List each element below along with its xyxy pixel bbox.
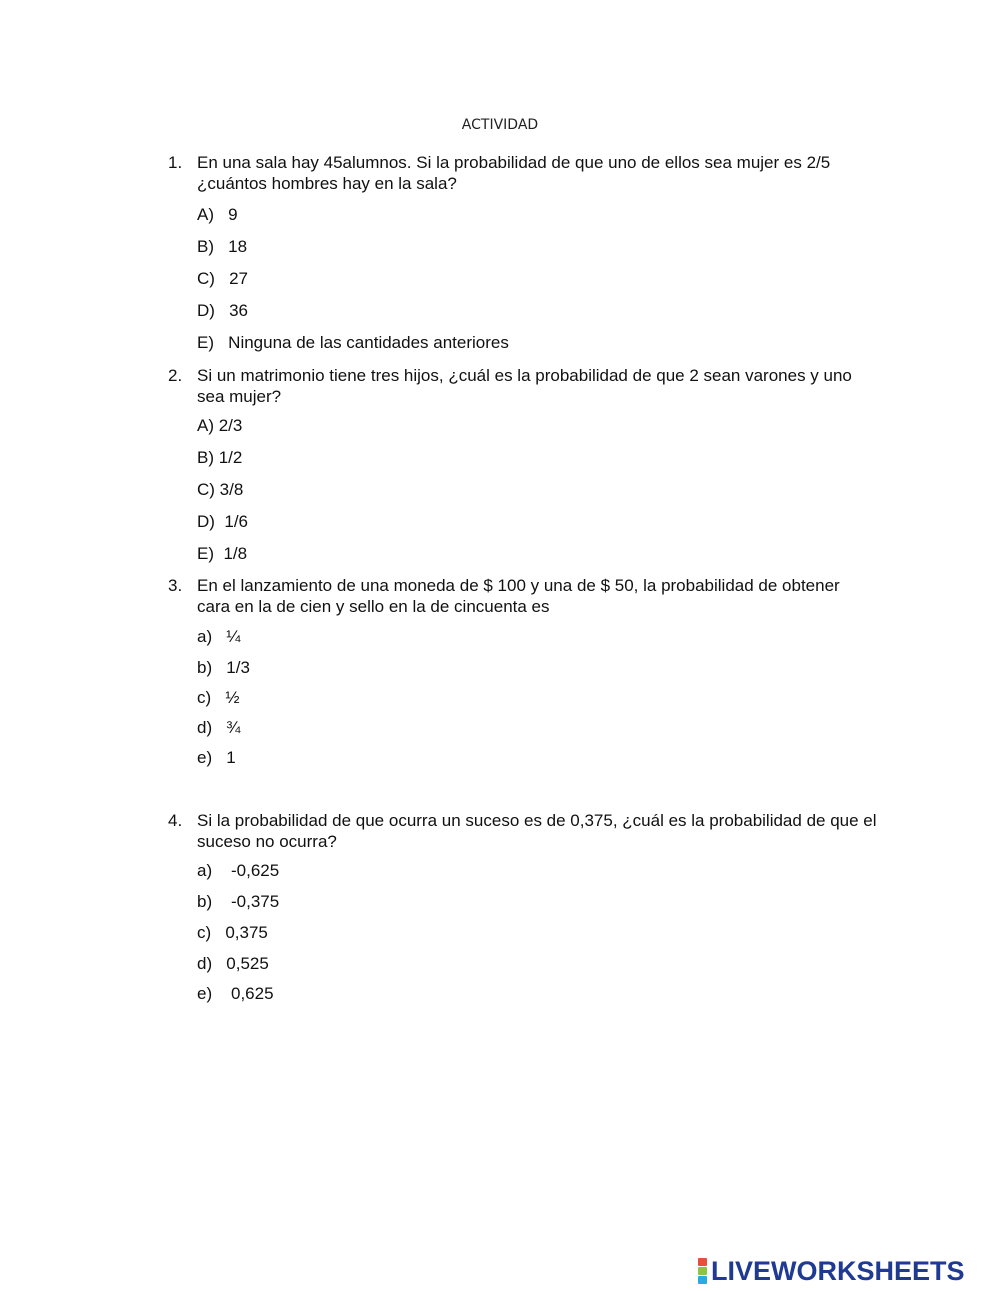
option-e[interactable]: e) 0,625 (197, 984, 274, 1003)
logo-square-v (698, 1276, 707, 1284)
option-e[interactable]: e) 1 (197, 748, 236, 767)
logo-square-l (698, 1258, 707, 1266)
option-e[interactable]: E) 1/8 (197, 544, 248, 563)
logo-text: LIVEWORKSHEETS (711, 1255, 965, 1286)
question-text: En el lanzamiento de una moneda de $ 100 y una de $ 50, la probabilidad de obtener cara en la de cien y sello en la de cincuenta es (197, 576, 840, 616)
option-d[interactable]: D) 36 (197, 301, 249, 320)
question-text: Si la probabilidad de que ocurra un suceso es de 0,375, ¿cuál es la probabilidad de que el suceso no ocurra? (197, 811, 877, 851)
option-a[interactable]: A) 9 (197, 205, 238, 224)
option-c[interactable]: C) 27 (197, 269, 249, 288)
option-e[interactable]: E) Ninguna de las cantidades anteriores (197, 333, 509, 352)
option-d[interactable]: d) 0,525 (197, 954, 269, 973)
option-a[interactable]: A) 2/3 (197, 416, 243, 435)
question-text: Si un matrimonio tiene tres hijos, ¿cuál es la probabilidad de que 2 sean varones y uno sea mujer? (197, 366, 852, 406)
option-c[interactable]: c) ½ (197, 688, 240, 707)
option-c[interactable]: c) 0,375 (197, 923, 268, 942)
option-a[interactable]: a) -0,625 (197, 861, 280, 880)
option-c[interactable]: C) 3/8 (197, 480, 244, 499)
logo-squares (698, 1258, 707, 1284)
question-number: 2. (168, 366, 183, 385)
option-d[interactable]: d) ¾ (197, 718, 241, 737)
option-b[interactable]: b) 1/3 (197, 658, 250, 677)
question-number: 1. (168, 153, 183, 172)
question-number: 3. (168, 576, 183, 595)
page-title: ACTIVIDAD (461, 117, 539, 133)
option-b[interactable]: B) 18 (197, 237, 248, 256)
question-text: En una sala hay 45alumnos. Si la probabilidad de que uno de ellos sea mujer es 2/5 ¿cuántos hombres hay en la sala? (197, 153, 831, 193)
option-b[interactable]: B) 1/2 (197, 448, 243, 467)
option-a[interactable]: a) ¼ (197, 627, 241, 646)
liveworksheets-logo (698, 1256, 965, 1286)
question-number: 4. (168, 811, 183, 830)
option-b[interactable]: b) -0,375 (197, 892, 280, 911)
logo-square-i (698, 1267, 707, 1275)
option-d[interactable]: D) 1/6 (197, 512, 249, 531)
